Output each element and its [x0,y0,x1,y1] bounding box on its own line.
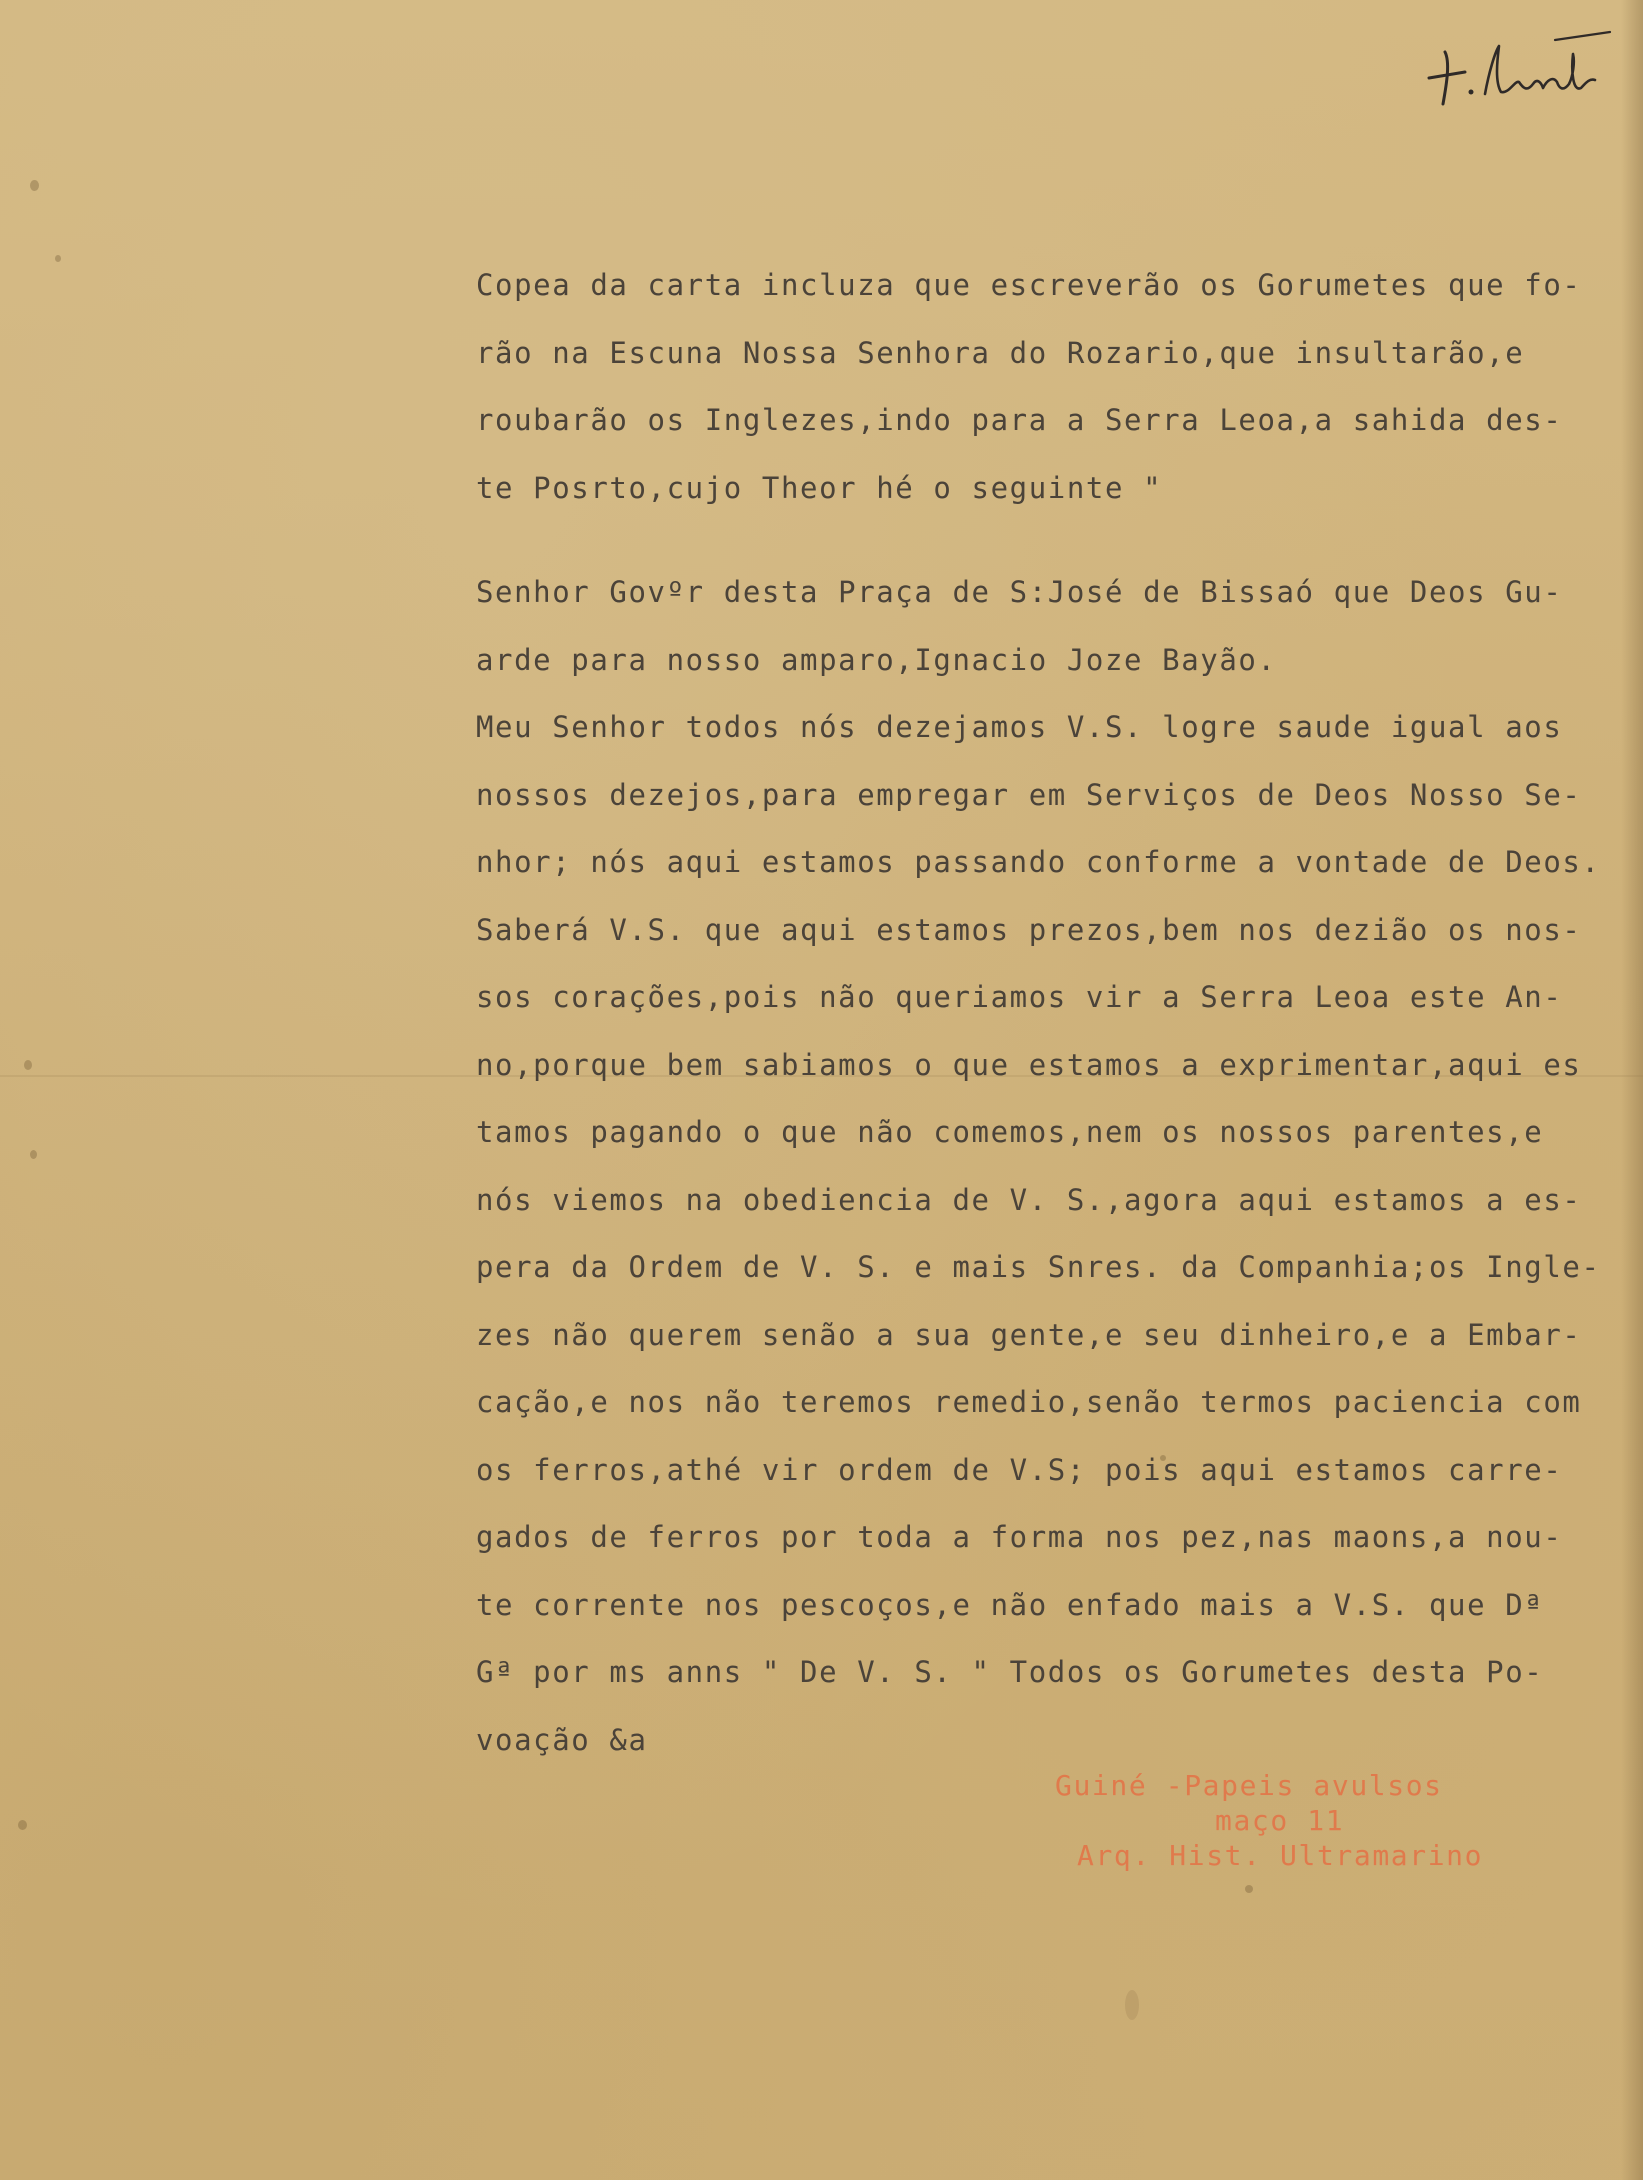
text-line: Meu Senhor todos nós dezejamos V.S. logre saude igual aos [476,710,1563,744]
archive-stamp [1055,1768,1575,1873]
text-line: tamos pagando o que não comemos,nem os nossos parentes,e [476,1115,1544,1149]
text-line: nhor; nós aqui estamos passando conforme a vontade de Deos. [476,845,1601,879]
text-line: te Posrto,cujo Theor hé o seguinte " [476,470,1163,505]
paper-speck [30,180,39,191]
text-line: Senhor Govºr desta Praça de S:José de Bissaó que Deos Gu- [476,575,1563,609]
text-line: cação,e nos não teremos remedio,senão termos paciencia com [476,1385,1582,1419]
text-line: te corrente nos pescoços,e não enfado mais a V.S. que Dª [476,1587,1544,1622]
text-line: rão na Escuna Nossa Senhora do Rozario,que insultarão,e [476,335,1525,370]
text-line: no,porque bem sabiamos o que estamos a exprimentar,aqui es [476,1047,1582,1082]
page-edge-shadow [1621,0,1643,2180]
archive-stamp-collection: Guiné -Papeis avulsos [1055,1769,1443,1802]
paper-speck [1125,1990,1139,2020]
paper-speck [30,1150,37,1159]
text-line: Saberá V.S. que aqui estamos prezos,bem nos dezião os nos- [476,912,1582,947]
archive-stamp-institution: Arq. Hist. Ultramarino [1077,1839,1484,1872]
letter-paragraph [476,559,1616,1774]
text-line: Gª por ms anns " De V. S. " Todos os Gorumetes desta Po- [476,1655,1544,1689]
handwritten-signature [1405,22,1615,117]
text-line: os ferros,athé vir ordem de V.S; pois aqui estamos carre- [476,1452,1563,1487]
paper-speck [1245,1885,1253,1893]
text-line: nossos dezejos,para empregar em Serviços de Deos Nosso Se- [476,777,1582,812]
text-line: zes não querem senão a sua gente,e seu dinheiro,e a Embar- [476,1317,1582,1352]
text-line: voação &a [476,1722,648,1757]
text-line: roubarão os Inglezes,indo para a Serra Leoa,a sahida des- [476,403,1563,437]
intro-paragraph [476,252,1616,522]
text-line: Copea da carta incluza que escreverão os Gorumetes que fo- [476,268,1582,302]
text-line: sos corações,pois não queriamos vir a Serra Leoa este An- [476,980,1563,1014]
text-line: arde para nosso amparo,Ignacio Joze Bayão. [476,642,1277,677]
paper-speck [24,1060,32,1070]
archive-stamp-bundle: maço 11 [1215,1804,1345,1837]
paragraph-gap [476,522,1616,559]
text-line: pera da Ordem de V. S. e mais Snres. da Companhia;os Ingle- [476,1250,1601,1284]
paper-speck [18,1820,27,1830]
text-line: nós viemos na obediencia de V. S.,agora aqui estamos a es- [476,1182,1582,1217]
document-body [476,252,1616,1774]
text-line: gados de ferros por toda a forma nos pez,nas maons,a nou- [476,1520,1563,1554]
paper-speck [55,255,61,262]
